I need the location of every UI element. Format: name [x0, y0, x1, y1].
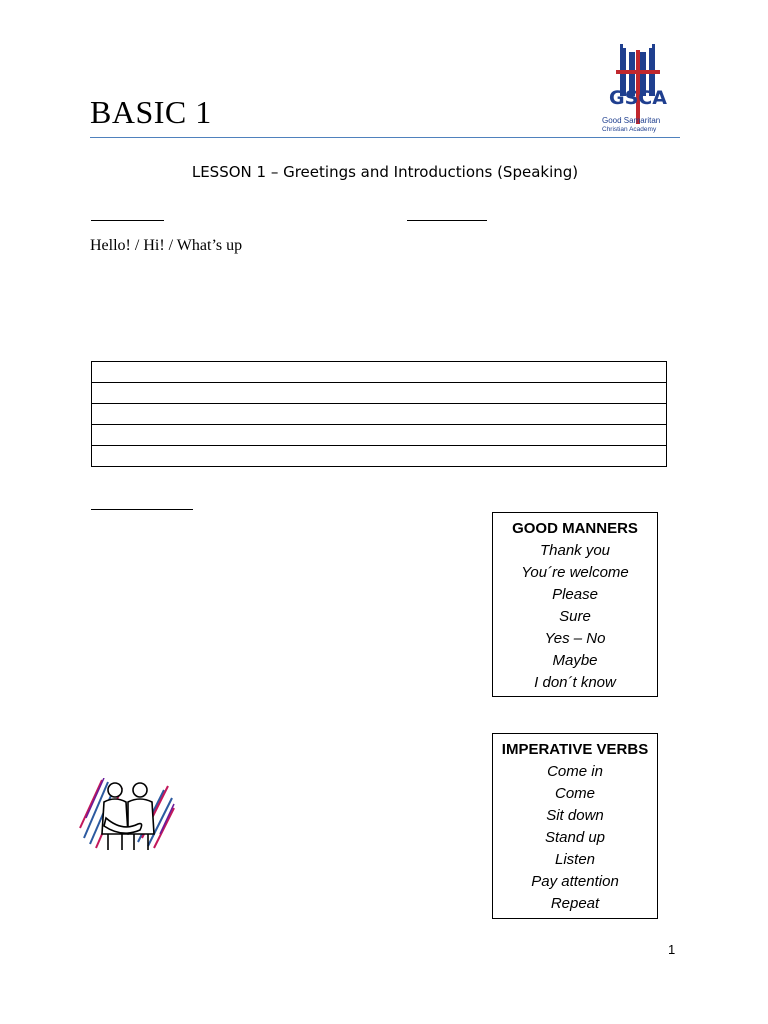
document-title: BASIC 1: [90, 94, 212, 130]
list-item: Maybe: [552, 652, 598, 669]
svg-text:Good Samaritan: Good Samaritan: [602, 116, 661, 125]
list-item: Sure: [559, 608, 591, 625]
table-row: [92, 383, 667, 404]
list-item: I don´t know: [534, 674, 616, 691]
list-item: Come in: [547, 763, 603, 780]
good-manners-heading: GOOD MANNERS: [512, 520, 638, 537]
table-row: [92, 446, 667, 467]
list-item: Repeat: [550, 895, 600, 912]
imperative-verbs-box: [492, 733, 658, 919]
list-item: Sit down: [546, 807, 604, 824]
list-item: Listen: [554, 851, 596, 868]
list-item: Pay attention: [531, 873, 619, 890]
blank-line-left: [91, 220, 164, 221]
table-row: [92, 362, 667, 383]
list-item: Stand up: [544, 829, 606, 846]
lesson-title: LESSON 1 – Greetings and Introductions (Speaking): [191, 163, 579, 181]
page-number: 1: [668, 942, 676, 957]
writing-lines-table: [91, 361, 667, 467]
section-underline: [91, 509, 193, 510]
svg-text:GSCA: GSCA: [609, 87, 667, 109]
list-item: Please: [552, 586, 598, 603]
imperative-verbs-heading: IMPERATIVE VERBS: [501, 741, 649, 758]
list-item: You´re welcome: [521, 564, 629, 581]
header-divider: [90, 137, 680, 138]
handshake-illustration: [78, 778, 176, 854]
list-item: Come: [554, 785, 595, 802]
table-row: [92, 404, 667, 425]
table-row: [92, 425, 667, 446]
good-manners-box: [492, 512, 658, 697]
school-logo: [596, 44, 680, 138]
svg-text:Christian Academy: Christian Academy: [602, 126, 657, 133]
greeting-line: Hello! / Hi! / What’s up: [90, 237, 243, 254]
list-item: Yes – No: [544, 630, 606, 647]
list-item: Thank you: [539, 542, 611, 559]
blank-line-right: [407, 220, 487, 221]
